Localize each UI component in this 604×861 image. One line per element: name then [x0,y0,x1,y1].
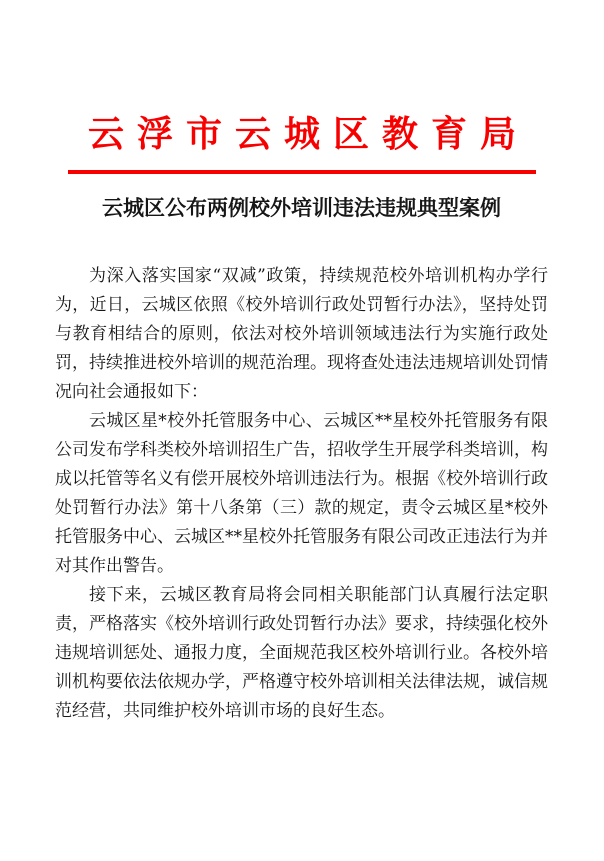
document-body [0,193,604,726]
paragraph-closing: 接下来，云城区教育局将会同相关职能部门认真履行法定职责，严格落实《校外培训行政处罚暂行办法》要求，持续强化校外违规培训惩处、通报力度，全面规范我区校外培训行业。各校外培训机构要依法依规办学，严格遵守校外培训相关法律法规，诚信规范经营，共同维护校外培训市场的良好生态。 [55,585,548,721]
agency-name: 云浮市云城区教育局 [87,113,529,155]
letterhead [0,0,604,174]
document-title: 云城区公布两例校外培训违法违规典型案例 [102,195,501,220]
letterhead-divider [68,170,536,174]
paragraph-intro: 为深入落实国家“双减”政策，持续规范校外培训机构办学行为，近日，云城区依照《校外培训行政处罚暂行办法》，坚持处罚与教育相结合的原则，依法对校外培训领域违法行为实施行政处罚，持续推进校外培训的规范治理。现将查处违法违规培训处罚情况向社会通报如下： [55,266,548,402]
paragraph-case-details: 云城区星*校外托管服务中心、云城区**星校外托管服务有限公司发布学科类校外培训招生广告，招收学生开展学科类培训，构成以托管等名义有偿开展校外培训违法行为。根据《校外培训行政处罚暂行办法》第十八条第（三）款的规定，责令云城区星*校外托管服务中心、云城区**星校外托管服务有限公司改正违法行为并对其作出警告。 [55,411,548,576]
